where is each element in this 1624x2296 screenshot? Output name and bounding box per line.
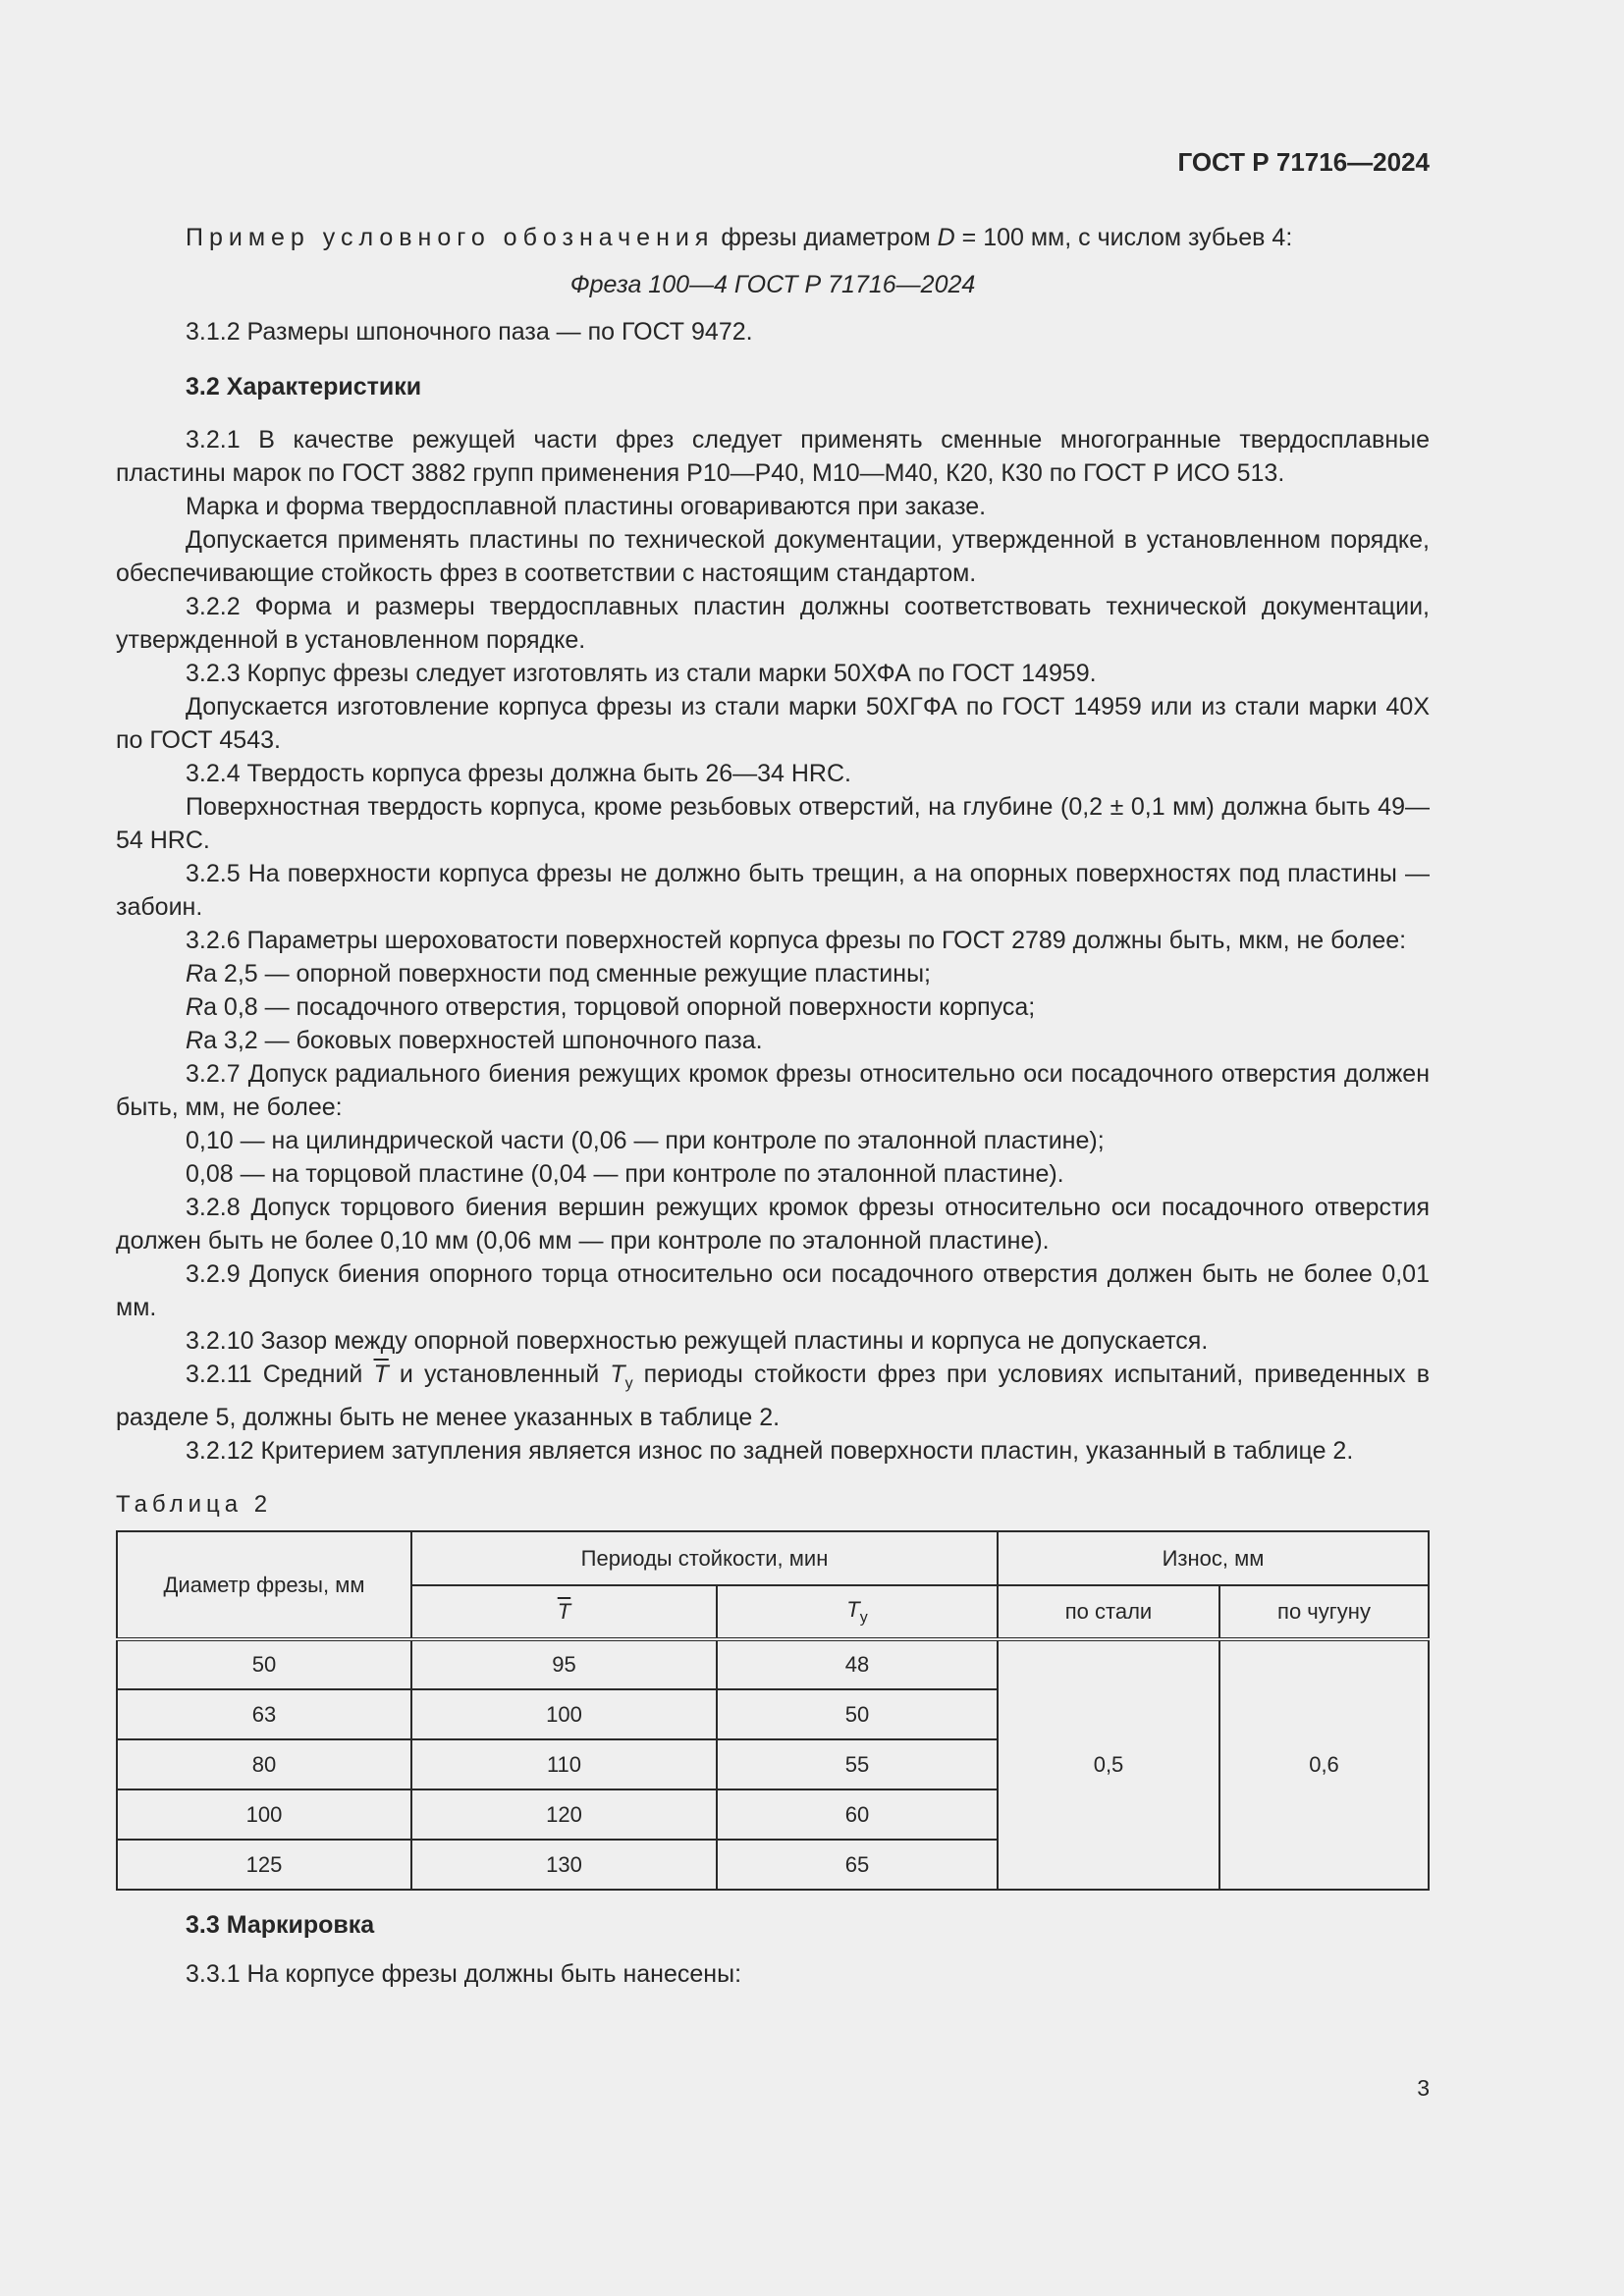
- subheader-steel: по стали: [998, 1585, 1219, 1639]
- table-row: 80 110 55: [117, 1739, 1429, 1789]
- para-3-2-2: 3.2.2 Форма и размеры твердосплавных пластин должны соответствовать технической документации, утвержденной в установленном порядке.: [116, 593, 1430, 654]
- ra-item: Ra 2,5 — опорной поверхности под сменные режущие пластины;: [186, 960, 931, 988]
- para-3-2-12: 3.2.12 Критерием затупления является износ по задней поверхности пластин, указанный в таблице 2.: [186, 1437, 1354, 1465]
- para-3-2-1-b: Марка и форма твердосплавной пластины оговариваются при заказе.: [186, 493, 987, 520]
- para-3-2-3: 3.2.3 Корпус фрезы следует изготовлять из стали марки 50ХФА по ГОСТ 14959.: [186, 660, 1097, 687]
- ra-item: Ra 3,2 — боковых поверхностей шпоночного паза.: [186, 1027, 763, 1054]
- para-3-2-6: 3.2.6 Параметры шероховатости поверхностей корпуса фрезы по ГОСТ 2789 должны быть, мкм, не более:: [186, 927, 1407, 954]
- para-3-2-3-b: Допускается изготовление корпуса фрезы из стали марки 50ХГФА по ГОСТ 14959 или из стали марки 40Х по ГОСТ 4543.: [116, 693, 1430, 754]
- section-heading-3-3: 3.3 Маркировка: [186, 1911, 375, 1939]
- wear-steel-cell: 0,5: [998, 1639, 1219, 1890]
- designation-example: Пример условного обозначения фрезы диаметром D = 100 мм, с числом зубьев 4:: [186, 224, 1293, 251]
- designation-formula: Фреза 100—4 ГОСТ Р 71716—2024: [569, 271, 976, 298]
- para-3-1-2: 3.1.2 Размеры шпоночного паза — по ГОСТ 9472.: [186, 318, 753, 346]
- para-3-2-8: 3.2.8 Допуск торцового биения вершин режущих кромок фрезы относительно оси посадочного отверстия должен быть не более 0,10 мм (0,06 мм — при контроле по эталонной пластине).: [116, 1194, 1430, 1255]
- para-3-2-1-c: Допускается применять пластины по технической документации, утвержденной в установленном порядке, обеспечивающие стойкость фрез в соответствии с настоящим стандартом.: [116, 526, 1430, 587]
- subheader-t-set: $T_у$: [717, 1585, 998, 1639]
- document-header: ГОСТ Р 71716—2024: [1177, 147, 1430, 177]
- col-header-periods: Периоды стойкости, мин: [411, 1531, 998, 1585]
- table-2: [116, 1530, 1430, 1891]
- para-3-2-5: 3.2.5 На поверхности корпуса фрезы не должно быть трещин, а на опорных поверхностях под пластины — забоин.: [116, 860, 1430, 921]
- para-3-2-4: 3.2.4 Твердость корпуса фрезы должна быть 26—34 HRC.: [186, 760, 851, 787]
- col-header-wear: Износ, мм: [998, 1531, 1429, 1585]
- subheader-iron: по чугуну: [1219, 1585, 1429, 1639]
- table-caption: Таблица 2: [116, 1491, 273, 1518]
- table-row: 125 130 65: [117, 1840, 1429, 1890]
- para-3-2-7-a: 0,10 — на цилиндрической части (0,06 — при контроле по эталонной пластине);: [186, 1127, 1105, 1154]
- wear-iron-cell: 0,6: [1219, 1639, 1429, 1890]
- table-row: 100 120 60: [117, 1789, 1429, 1840]
- para-3-2-7-b: 0,08 — на торцовой пластине (0,04 — при контроле по эталонной пластине).: [186, 1160, 1064, 1188]
- col-header-diameter: Диаметр фрезы, мм: [117, 1531, 411, 1639]
- table-row: 63 100 50: [117, 1689, 1429, 1739]
- table-row: 50 95 48 0,5 0,6: [117, 1639, 1429, 1689]
- para-3-2-9: 3.2.9 Допуск биения опорного торца относительно оси посадочного отверстия должен быть не более 0,01 мм.: [116, 1260, 1430, 1321]
- para-3-3-1: 3.3.1 На корпусе фрезы должны быть нанесены:: [186, 1960, 742, 1988]
- para-3-2-4-b: Поверхностная твердость корпуса, кроме резьбовых отверстий, на глубине (0,2 ± 0,1 мм) должна быть 49—54 HRC.: [116, 793, 1430, 854]
- para-3-2-7: 3.2.7 Допуск радиального биения режущих кромок фрезы относительно оси посадочного отверстия должен быть, мм, не более:: [116, 1060, 1430, 1121]
- para-3-2-1: 3.2.1 В качестве режущей части фрез следует применять сменные многогранные твердосплавные пластины марок по ГОСТ 3882 групп применения Р10—Р40, М10—М40, К20, К30 по ГОСТ Р ИСО 513.: [116, 426, 1430, 487]
- para-3-2-10: 3.2.10 Зазор между опорной поверхностью режущей пластины и корпуса не допускается.: [186, 1327, 1209, 1355]
- para-3-2-11: 3.2.11 Средний $\overline{T}$ и установленный $T_у$ периоды стойкости фрез при условиях испытаний, приведенных в разделе 5, должны быть не менее указанных в таблице 2.: [116, 1361, 1430, 1431]
- page-number: 3: [1417, 2075, 1430, 2101]
- ra-item: Ra 0,8 — посадочного отверстия, торцовой опорной поверхности корпуса;: [186, 993, 1036, 1021]
- section-heading-3-2: 3.2 Характеристики: [186, 373, 422, 400]
- subheader-t-mean: $\overline{T}$: [411, 1585, 717, 1639]
- example-label: Пример условного обозначения: [186, 224, 715, 251]
